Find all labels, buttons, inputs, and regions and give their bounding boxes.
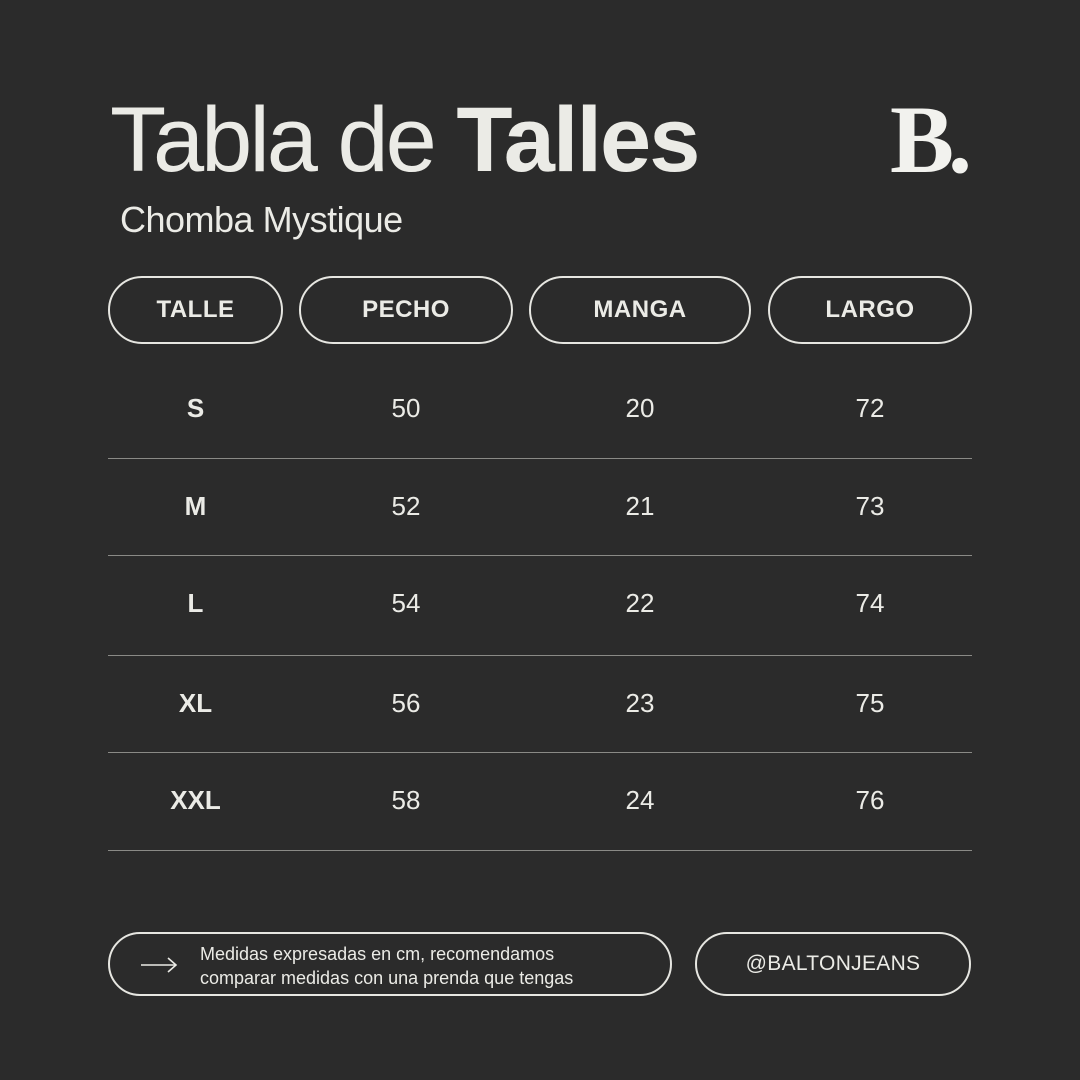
- cell-talle: XL: [178, 687, 213, 718]
- cell-pecho: 58: [391, 784, 421, 815]
- column-header-manga: MANGA: [529, 276, 751, 344]
- arrow-right-icon: [140, 956, 178, 974]
- table-row: [108, 655, 972, 751]
- cell-talle: S: [186, 392, 205, 423]
- cell-pecho: 52: [391, 490, 421, 521]
- column-header-pecho: PECHO: [299, 276, 513, 344]
- cell-pecho: 56: [391, 687, 421, 718]
- cell-manga: 20: [625, 392, 655, 423]
- cell-pecho: 50: [391, 392, 421, 423]
- note-text: [200, 942, 660, 990]
- title-bold: Talles: [456, 89, 699, 191]
- table-row: [108, 360, 972, 456]
- cell-largo: 73: [855, 490, 885, 521]
- measurement-note: [108, 932, 672, 996]
- cell-largo: 72: [855, 392, 885, 423]
- note-line-1: Medidas expresadas en cm, recomendamos: [200, 944, 555, 964]
- title-light: Tabla de: [110, 89, 457, 191]
- cell-largo: 75: [855, 687, 885, 718]
- page-title: [110, 90, 698, 190]
- table-row: [108, 458, 972, 554]
- page-subtitle: Chomba Mystique: [120, 199, 403, 240]
- social-handle: @BALTONJEANS: [695, 932, 971, 996]
- cell-largo: 76: [855, 784, 885, 815]
- table-row: [108, 555, 972, 651]
- brand-logo: B.: [890, 86, 967, 193]
- cell-talle: XXL: [170, 784, 221, 815]
- row-divider: [108, 850, 972, 851]
- cell-manga: 23: [625, 687, 655, 718]
- cell-talle: L: [187, 587, 204, 618]
- cell-manga: 21: [625, 490, 655, 521]
- cell-talle: M: [184, 490, 207, 521]
- cell-largo: 74: [855, 587, 885, 618]
- note-line-2: comparar medidas con una prenda que tengas: [200, 968, 574, 988]
- cell-pecho: 54: [391, 587, 421, 618]
- table-row: [108, 752, 972, 848]
- column-header-largo: LARGO: [768, 276, 972, 344]
- cell-manga: 24: [625, 784, 655, 815]
- cell-manga: 22: [625, 587, 655, 618]
- column-header-talle: TALLE: [108, 276, 283, 344]
